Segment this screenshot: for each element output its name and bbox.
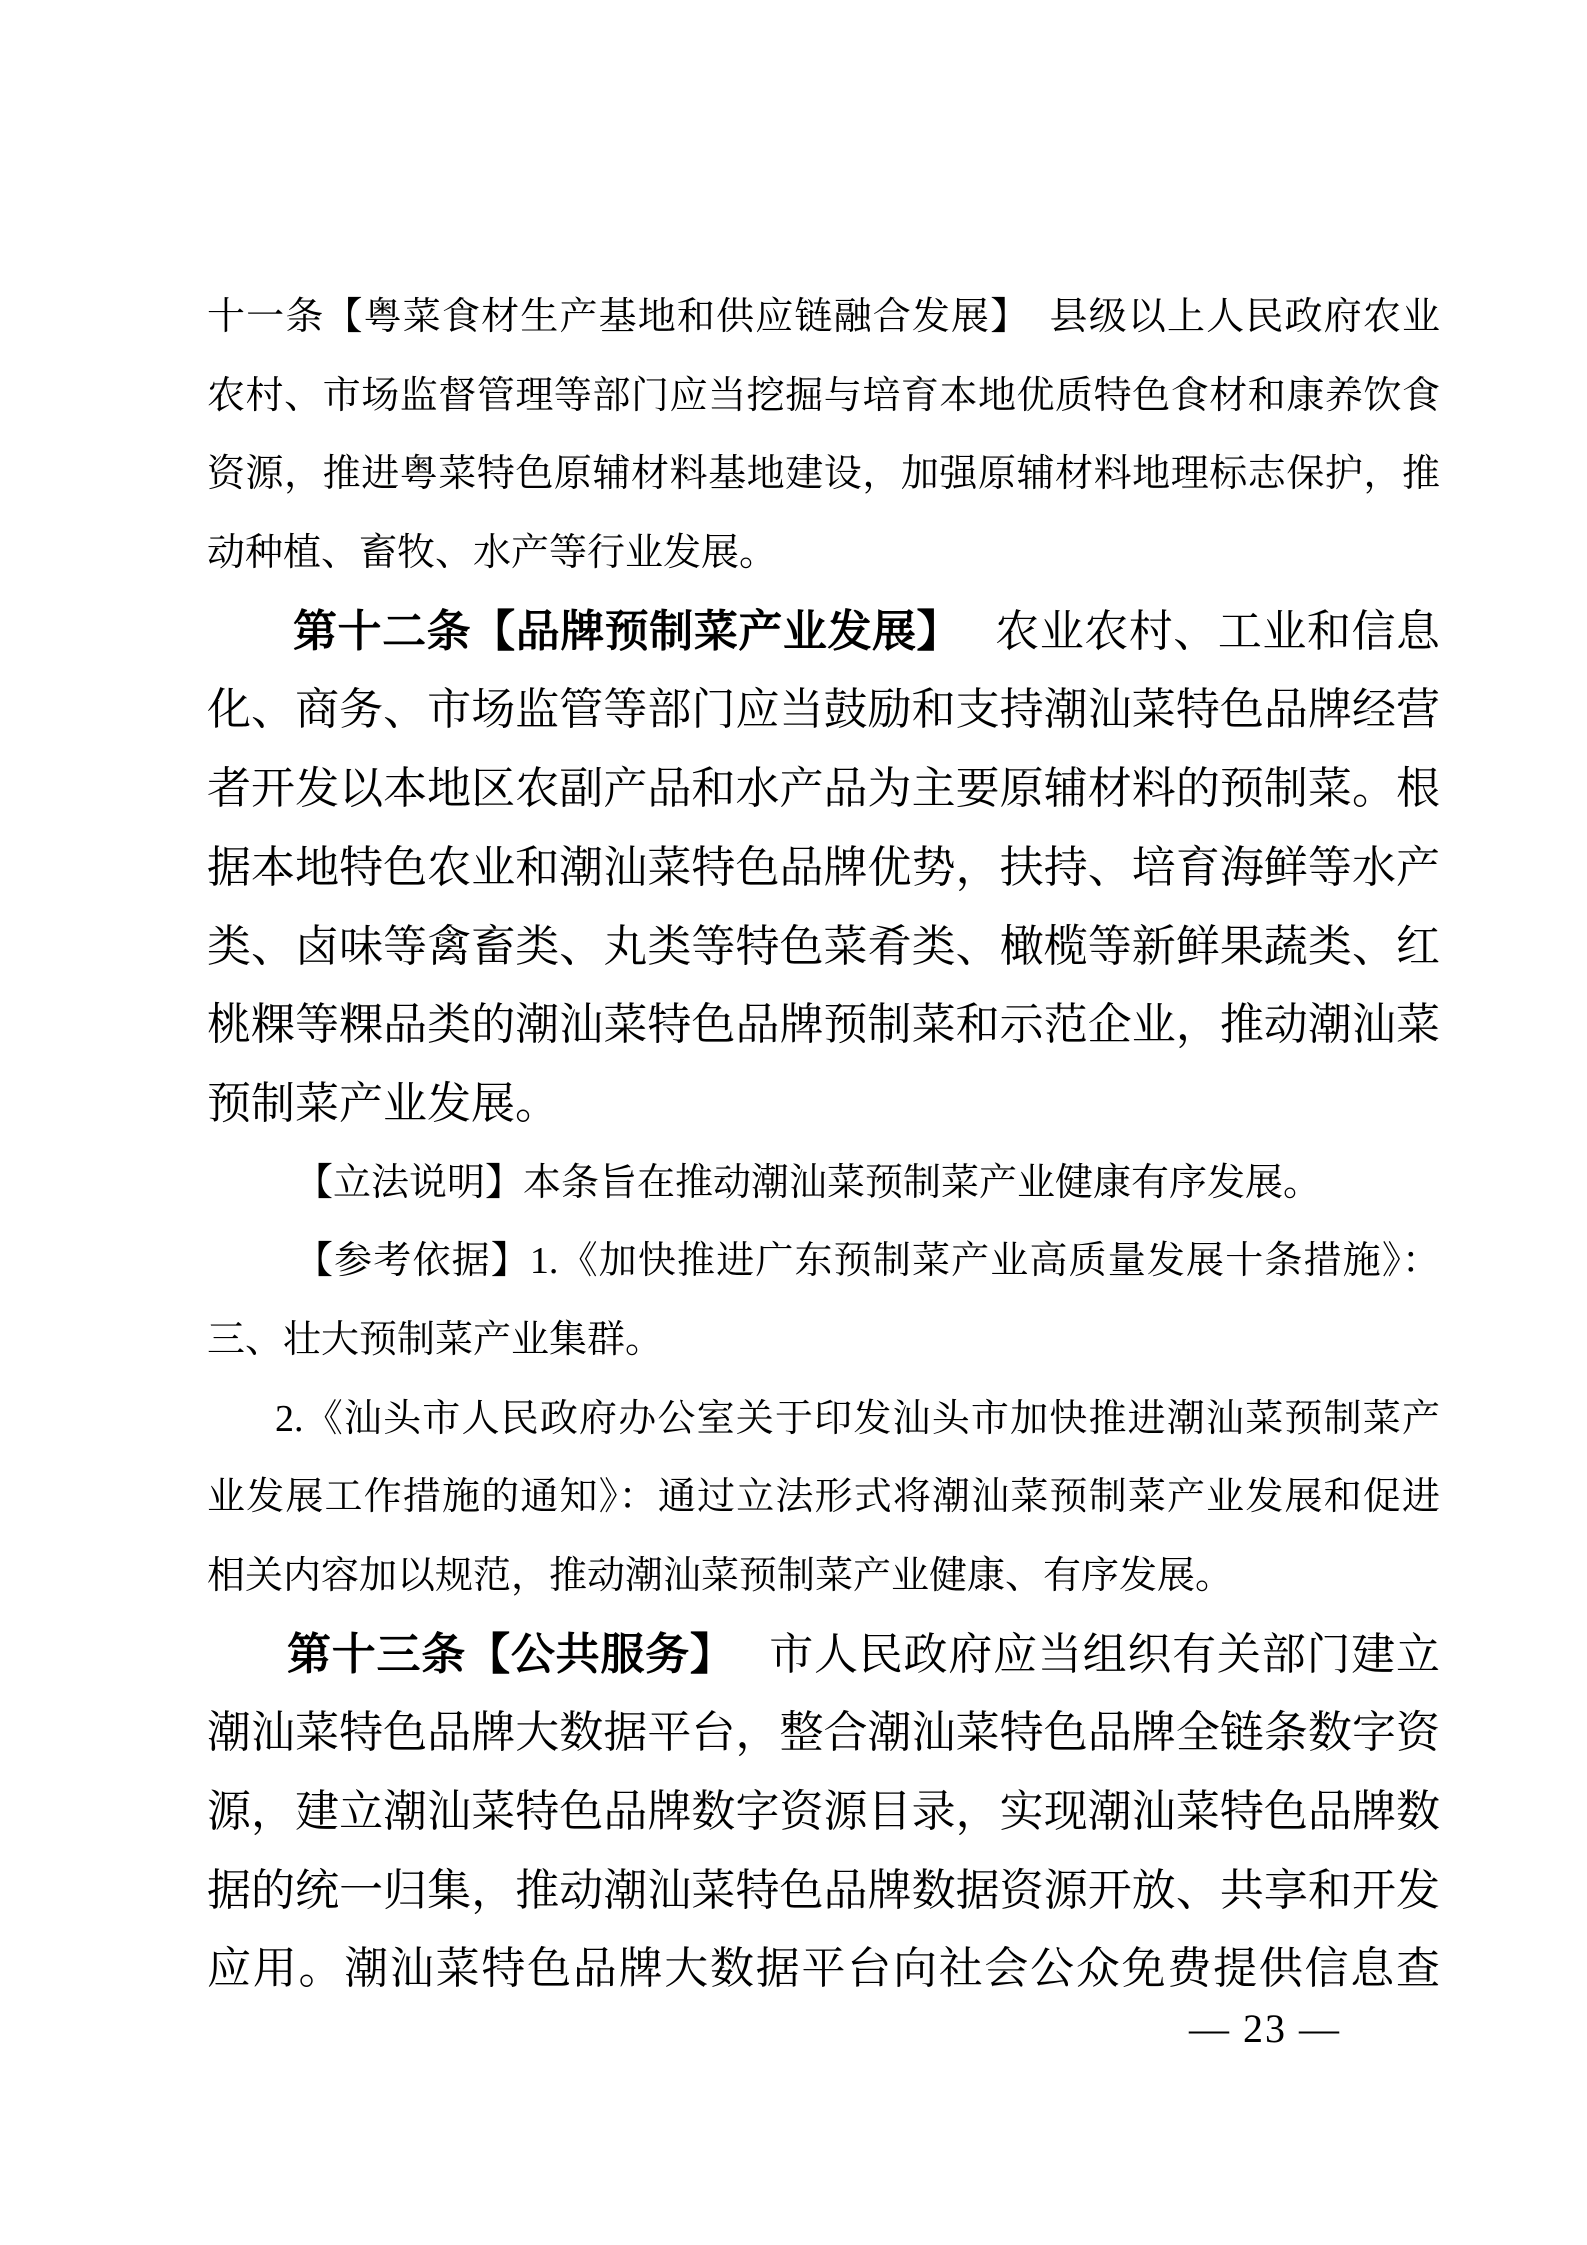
text-line (207, 278, 1440, 357)
text-segment: 相关内容加以规范，推动潮汕菜预制菜产业健康、有序发展。 (207, 1555, 1234, 1597)
text-line (207, 829, 1440, 908)
text-line (207, 1144, 1440, 1223)
text-line (207, 986, 1440, 1065)
text-line (207, 357, 1440, 436)
text-segment: 农业农村、工业和信息 (939, 606, 1440, 656)
text-line (207, 514, 1440, 593)
article-heading-segment: 第十二条【品牌预制菜产业发展】 (293, 606, 940, 656)
text-segment: 业发展工作措施的通知》：通过立法形式将潮汕菜预制菜产业发展和促进 (207, 1476, 1440, 1519)
text-segment: 【立法说明】本条旨在推动潮汕菜预制菜产业健康有序发展。 (295, 1161, 1322, 1204)
text-segment: 据本地特色农业和潮汕菜特色品牌优势，扶持、培育海鲜等水产 (207, 842, 1440, 892)
text-segment: 农村、市场监督管理等部门应当挖掘与培育本地优质特色食材和康养饮食 (207, 374, 1440, 417)
text-line (207, 1458, 1440, 1537)
text-line (207, 1301, 1440, 1380)
text-segment: 类、卤味等禽畜类、丸类等特色菜肴类、橄榄等新鲜果蔬类、红 (207, 921, 1440, 971)
text-line (207, 1694, 1440, 1773)
text-line (207, 1616, 1440, 1695)
text-segment: 资源，推进粤菜特色原辅材料基地建设，加强原辅材料地理标志保护，推 (207, 453, 1440, 496)
text-segment: 2.《汕头市人民政府办公室关于印发汕头市加快推进潮汕菜预制菜产 (275, 1397, 1440, 1440)
text-line (207, 908, 1440, 987)
text-segment: 动种植、畜牧、水产等行业发展。 (207, 532, 778, 575)
text-line (207, 1222, 1440, 1301)
text-segment: 桃粿等粿品类的潮汕菜特色品牌预制菜和示范企业，推动潮汕菜 (207, 1000, 1440, 1050)
text-line (207, 1852, 1440, 1931)
text-segment: 潮汕菜特色品牌大数据平台，整合潮汕菜特色品牌全链条数字资 (207, 1708, 1440, 1758)
page-number: — 23 — (1189, 2006, 1341, 2051)
text-segment: 市人民政府应当组织有关部门建立 (712, 1629, 1440, 1679)
text-line (207, 750, 1440, 829)
text-line (207, 1380, 1440, 1459)
text-segment: 十一条【粤菜食材生产基地和供应链融合发展】 县级以上人民政府农业 (207, 296, 1440, 338)
text-segment: 据的统一归集，推动潮汕菜特色品牌数据资源开放、共享和开发 (207, 1865, 1440, 1915)
text-segment: 【参考依据】1.《加快推进广东预制菜产业高质量发展十条措施》： (295, 1240, 1440, 1283)
text-segment: 三、壮大预制菜产业集群。 (207, 1318, 664, 1361)
text-line (207, 593, 1440, 672)
text-segment: 应用。潮汕菜特色品牌大数据平台向社会公众免费提供信息查 (207, 1944, 1440, 1994)
article-heading-segment: 第十三条【公共服务】 (287, 1629, 713, 1679)
text-line (207, 1065, 1440, 1144)
text-line (207, 1773, 1440, 1852)
text-segment: 预制菜产业发展。 (207, 1078, 559, 1128)
text-line (207, 435, 1440, 514)
text-block (207, 278, 1440, 2009)
text-segment: 者开发以本地区农副产品和水产品为主要原辅材料的预制菜。根 (207, 764, 1440, 814)
text-line (207, 671, 1440, 750)
text-segment: 化、商务、市场监管等部门应当鼓励和支持潮汕菜特色品牌经营 (207, 685, 1440, 735)
text-line (207, 1537, 1440, 1616)
text-segment: 源，建立潮汕菜特色品牌数字资源目录，实现潮汕菜特色品牌数 (207, 1787, 1440, 1837)
